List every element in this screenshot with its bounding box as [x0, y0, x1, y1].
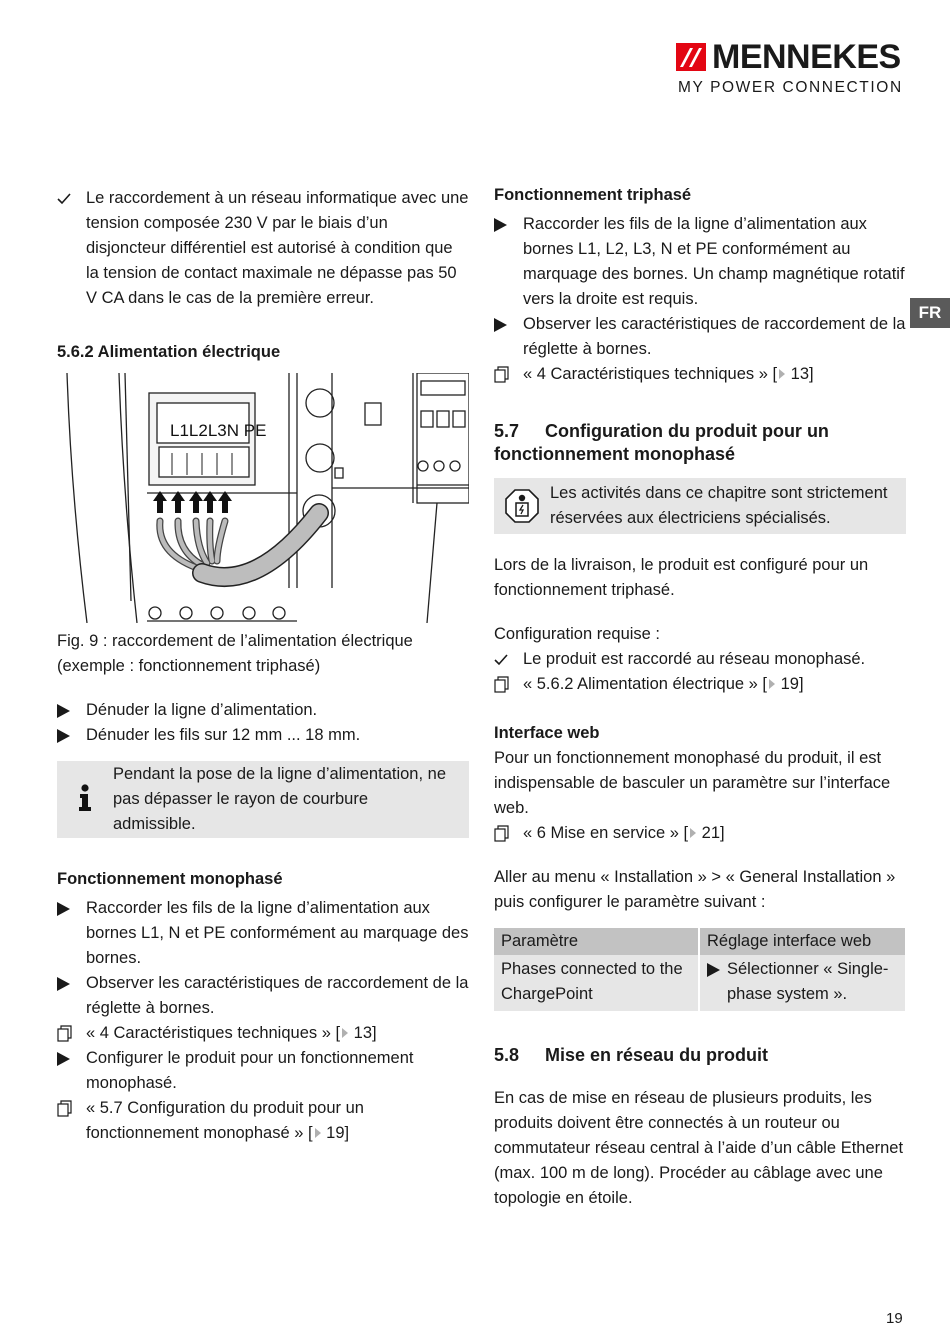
table-header-parameter: Paramètre [494, 928, 699, 955]
cross-reference-text[interactable]: « 5.7 Configuration du produit pour un fonctionnement monophasé » [ 19] [86, 1099, 364, 1142]
step-text: Dénuder la ligne d’alimentation. [86, 701, 318, 719]
terminal-wiring-illustration [57, 373, 469, 623]
web-interface-text: Pour un fonctionnement monophasé du produit, il est indispensable de basculer un paramètre sur l’interface web. [494, 749, 891, 817]
table-header-row [494, 928, 905, 955]
section-title: Mise en réseau du produit [545, 1045, 769, 1065]
page-arrow-icon [315, 1128, 321, 1138]
step-text: Observer les caractéristiques de raccordement de la réglette à bornes. [523, 315, 906, 358]
info-note-text: Pendant la pose de la ligne d’alimentation, ne pas dépasser le rayon de courbure admissible. [113, 765, 446, 833]
section-number: 5.8 [494, 1045, 520, 1065]
right-column [494, 183, 906, 1211]
table-row [494, 955, 905, 1011]
strip-steps-list [57, 698, 469, 748]
section-number: 5.7 [494, 421, 520, 441]
action-arrow-icon [57, 723, 77, 748]
tri-heading: Fonctionnement triphasé [494, 186, 692, 204]
requirement-check-item [494, 647, 906, 672]
mono-steps-list [57, 896, 469, 1146]
document-reference-icon [494, 362, 514, 387]
page-number: 19 [886, 1310, 903, 1327]
action-arrow-icon [57, 698, 77, 723]
step-item [57, 1046, 469, 1096]
section-heading-5-6-2: 5.6.2 Alimentation électrique [57, 343, 281, 361]
networking-text: En cas de mise en réseau de plusieurs produits, les produits doivent être connectés à un routeur ou commutateur réseau central à l’aide d’un câble Ethernet (max. 100 m de long). Procéder au câblage avec une topologie en étoile. [494, 1089, 904, 1207]
step-item [494, 312, 906, 362]
settings-table [494, 928, 905, 1011]
web-interface-heading: Interface web [494, 724, 600, 742]
electrician-warning-icon [494, 481, 550, 523]
mennekes-logo [676, 40, 906, 100]
left-column [57, 186, 469, 1146]
step-item [57, 896, 469, 971]
section-title: Configuration du produit pour un fonctionnement monophasé [494, 421, 829, 464]
document-reference-icon [494, 672, 514, 697]
step-text: Raccorder les fils de la ligne d’alimentation aux bornes L1, L2, L3, N et PE conformément au marquage des bornes. Un champ magnétique rotatif vers la droite est requis. [523, 215, 905, 308]
step-text: Raccorder les fils de la ligne d’alimentation aux bornes L1, N et PE conformément au marquage des bornes. [86, 899, 469, 967]
step-text: Dénuder les fils sur 12 mm ... 18 mm. [86, 726, 361, 744]
action-arrow-icon [57, 1046, 77, 1071]
electrician-note-text: Les activités dans ce chapitre sont strictement réservées aux électriciens spécialisés. [550, 484, 888, 527]
check-icon [494, 647, 514, 672]
parameter-cell: Phases connected to the ChargePoint [494, 955, 699, 1011]
config-required-label: Configuration requise : [494, 625, 661, 643]
action-arrow-icon [494, 312, 514, 337]
info-note [57, 761, 469, 838]
action-arrow-icon [494, 212, 514, 237]
cross-reference-text[interactable]: « 4 Caractéristiques techniques » [ 13] [523, 365, 814, 383]
wiring-figure [57, 373, 469, 623]
action-arrow-icon [57, 896, 77, 921]
step-item [57, 971, 469, 1021]
step-text: Configurer le produit pour un fonctionnement monophasé. [86, 1049, 414, 1092]
step-item [57, 723, 469, 748]
electrician-note [494, 478, 906, 534]
step-text: Observer les caractéristiques de raccordement de la réglette à bornes. [86, 974, 469, 1017]
brand-name: MENNEKES [712, 38, 901, 76]
prerequisite-check-item [57, 186, 469, 311]
check-icon [57, 186, 77, 211]
page-arrow-icon [342, 1028, 348, 1038]
menu-instruction-text: Aller au menu « Installation » > « General Installation » puis configurer le paramètre suivant : [494, 868, 896, 911]
figure-caption: Fig. 9 : raccordement de l’alimentation électrique (exemple : fonctionnement triphasé) [57, 632, 413, 675]
cross-reference-item[interactable] [57, 1096, 469, 1146]
mennekes-logo-mark-icon [676, 43, 706, 71]
document-reference-icon [494, 821, 514, 846]
cross-reference-text[interactable]: « 5.6.2 Alimentation électrique » [ 19] [523, 675, 804, 693]
setting-text: Sélectionner « Single-phase system ». [727, 960, 889, 1003]
terminal-labels: L1L2L3N PE [170, 421, 267, 440]
brand-tagline: MY POWER CONNECTION [678, 79, 903, 96]
requirement-text: Le produit est raccordé au réseau monophasé. [523, 650, 866, 668]
language-tab: FR [910, 298, 950, 328]
table-header-web-setting: Réglage interface web [699, 928, 905, 955]
step-item [494, 212, 906, 312]
section-heading-5-7 [494, 420, 906, 466]
page-arrow-icon [690, 828, 696, 838]
action-arrow-icon [57, 971, 77, 996]
section-heading-5-8 [494, 1044, 906, 1067]
delivery-text: Lors de la livraison, le produit est configuré pour un fonctionnement triphasé. [494, 556, 869, 599]
setting-cell [699, 955, 905, 1011]
info-icon [57, 762, 113, 812]
page-arrow-icon [769, 679, 775, 689]
cross-reference-item[interactable] [494, 821, 906, 846]
tri-steps-list [494, 212, 906, 387]
cross-reference-item[interactable] [494, 362, 906, 387]
mono-heading: Fonctionnement monophasé [57, 870, 283, 888]
page-arrow-icon [779, 369, 785, 379]
step-item [57, 698, 469, 723]
cross-reference-text[interactable]: « 4 Caractéristiques techniques » [ 13] [86, 1024, 377, 1042]
cross-reference-item[interactable] [57, 1021, 469, 1046]
action-arrow-icon [707, 957, 720, 982]
cross-reference-item[interactable] [494, 672, 906, 697]
document-reference-icon [57, 1096, 77, 1121]
check-item-text: Le raccordement à un réseau informatique avec une tension composée 230 V par le biais d’un disjoncteur différentiel est autorisé à condition que la tension de contact maximale ne dépasse pas 50 V CA dans le cas de la première erreur. [86, 189, 469, 307]
document-reference-icon [57, 1021, 77, 1046]
cross-reference-text[interactable]: « 6 Mise en service » [ 21] [523, 824, 725, 842]
